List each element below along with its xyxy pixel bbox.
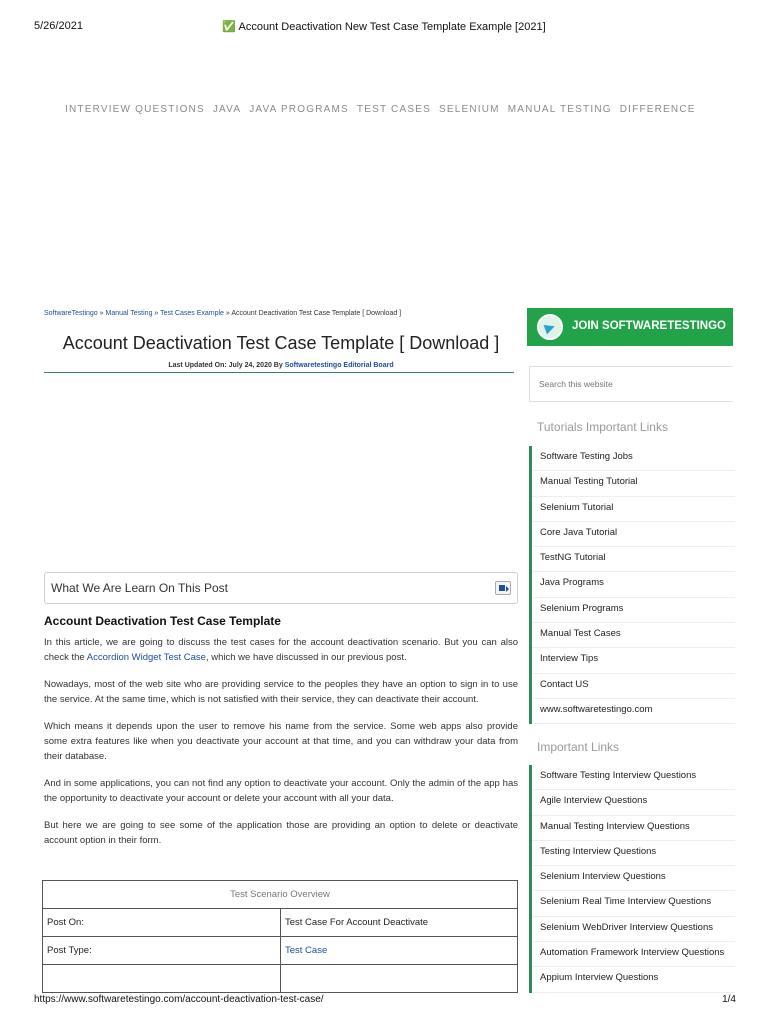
print-page-number: 1/4 [722, 994, 736, 1005]
title-divider [44, 372, 514, 373]
table-row [43, 909, 518, 937]
tutorials-heading: Tutorials Important Links [537, 420, 668, 434]
sidebar-link-automation-framework-interview[interactable]: Automation Framework Interview Questions [529, 942, 735, 967]
article-paragraph: But here we are going to see some of the application those are providing an option to delete or deactivate account option in their form. [44, 820, 518, 846]
nav-item-java[interactable]: JAVA [212, 104, 242, 115]
sidebar-link-software-testing-interview[interactable]: Software Testing Interview Questions [529, 765, 735, 790]
table-of-contents[interactable] [44, 572, 518, 604]
article-paragraph: Which means it depends upon the user to remove his name from the service. Some web apps also provide some extra features like when you deactivate your account at that time, and you can withdraw your data from their database. [44, 721, 518, 762]
paragraph-text: In this article, we are going to discuss the test cases for the account deactivation scenario. But you can also check the [44, 637, 518, 663]
join-telegram-banner[interactable] [527, 308, 733, 346]
sidebar-link-agile-interview[interactable]: Agile Interview Questions [529, 790, 735, 815]
table-header: Test Scenario Overview [43, 881, 518, 909]
top-navigation [0, 104, 768, 120]
breadcrumb-separator: » [223, 310, 232, 317]
table-cell-empty [43, 965, 281, 993]
breadcrumb-test-cases-link[interactable]: Test Cases Example [160, 310, 224, 317]
main-content [44, 310, 518, 956]
important-links-heading: Important Links [537, 740, 620, 754]
print-date: 5/26/2021 [34, 20, 83, 32]
toc-toggle-icon[interactable] [495, 581, 511, 595]
sidebar-link-manual-testing-tutorial[interactable]: Manual Testing Tutorial [529, 471, 735, 496]
table-header-row [43, 881, 518, 909]
breadcrumb [44, 310, 518, 317]
sidebar-link-interview-tips[interactable]: Interview Tips [529, 648, 735, 673]
nav-item-difference[interactable]: DIFFERENCE [619, 104, 696, 115]
sidebar-link-testng-tutorial[interactable]: TestNG Tutorial [529, 547, 735, 572]
table-row [43, 965, 518, 993]
sidebar-link-selenium-webdriver-interview[interactable]: Selenium WebDriver Interview Questions [529, 917, 735, 942]
article-paragraph [44, 635, 518, 665]
nav-item-test-cases[interactable]: TEST CASES [356, 104, 431, 115]
print-url: https://www.softwaretestingo.com/account-deactivation-test-case/ [34, 994, 324, 1005]
article-heading: Account Deactivation Test Case Template [44, 614, 281, 628]
sidebar-link-selenium-programs[interactable]: Selenium Programs [529, 598, 735, 623]
join-label: JOIN SOFTWARETESTINGO [572, 320, 726, 332]
accordion-widget-link[interactable]: Accordion Widget Test Case [86, 652, 206, 663]
breadcrumb-separator: » [97, 310, 106, 317]
sidebar-link-core-java-tutorial[interactable]: Core Java Tutorial [529, 522, 735, 547]
last-updated-text: Last Updated On: July 24, 2020 By [168, 362, 285, 369]
sidebar-link-software-testing-jobs[interactable]: Software Testing Jobs [529, 446, 735, 471]
test-case-link[interactable]: Test Case [285, 945, 328, 956]
breadcrumb-current: Account Deactivation Test Case Template [ Download ] [231, 310, 402, 317]
toc-title: What We Are Learn On This Post [51, 581, 228, 595]
important-links-list [529, 765, 735, 993]
sidebar-link-website[interactable]: www.softwaretestingo.com [529, 699, 735, 724]
sidebar-link-manual-testing-interview[interactable]: Manual Testing Interview Questions [529, 816, 735, 841]
breadcrumb-separator: » [152, 310, 161, 317]
sidebar-link-selenium-tutorial[interactable]: Selenium Tutorial [529, 497, 735, 522]
sidebar-link-java-programs[interactable]: Java Programs [529, 572, 735, 597]
article-body [44, 614, 518, 860]
nav-item-interview-questions[interactable]: INTERVIEW QUESTIONS [65, 104, 205, 115]
nav-item-manual-testing[interactable]: MANUAL TESTING [507, 104, 612, 115]
table-cell-empty [281, 965, 518, 993]
table-row [43, 937, 518, 965]
print-title: ✅ Account Deactivation New Test Case Template Example [2021] [222, 21, 546, 33]
print-header [0, 20, 768, 36]
table-cell-label: Post Type: [43, 937, 281, 965]
breadcrumb-manual-testing-link[interactable]: Manual Testing [105, 310, 153, 317]
paragraph-text: , which we have discussed in our previous post. [205, 652, 407, 663]
author-link[interactable]: Softwaretestingo Editorial Board [284, 362, 394, 369]
sidebar-link-contact-us[interactable]: Contact US [529, 674, 735, 699]
sidebar-link-testing-interview[interactable]: Testing Interview Questions [529, 841, 735, 866]
sidebar-link-selenium-real-time-interview[interactable]: Selenium Real Time Interview Questions [529, 891, 735, 916]
sidebar-link-selenium-interview[interactable]: Selenium Interview Questions [529, 866, 735, 891]
tutorials-links-list [529, 446, 735, 724]
sidebar-link-manual-test-cases[interactable]: Manual Test Cases [529, 623, 735, 648]
breadcrumb-home-link[interactable]: SoftwareTestingo [44, 310, 98, 317]
nav-item-selenium[interactable]: SELENIUM [438, 104, 500, 115]
table-cell-value: Test Case For Account Deactivate [281, 909, 518, 937]
table-cell-label: Post On: [43, 909, 281, 937]
article-paragraph: Nowadays, most of the web site who are providing service to the peoples they have an option to sign in to use the service. At the same time, which is not satisfied with their service, they can deactivate their account. [44, 679, 518, 705]
table-cell-value [281, 937, 518, 965]
article-paragraph: And in some applications, you can not find any option to deactivate your account. Only the admin of the app has the opportunity to deactivate your account or delete your account with all your data. [44, 778, 518, 804]
test-scenario-table [42, 880, 518, 993]
sidebar-link-appium-interview[interactable]: Appium Interview Questions [529, 967, 735, 992]
search-input[interactable] [529, 366, 733, 402]
nav-item-java-programs[interactable]: JAVA PROGRAMS [249, 104, 349, 115]
telegram-icon [537, 314, 563, 340]
page-title: Account Deactivation Test Case Template [ Download ] [62, 333, 500, 353]
print-footer [0, 994, 768, 1008]
post-meta [44, 362, 518, 369]
